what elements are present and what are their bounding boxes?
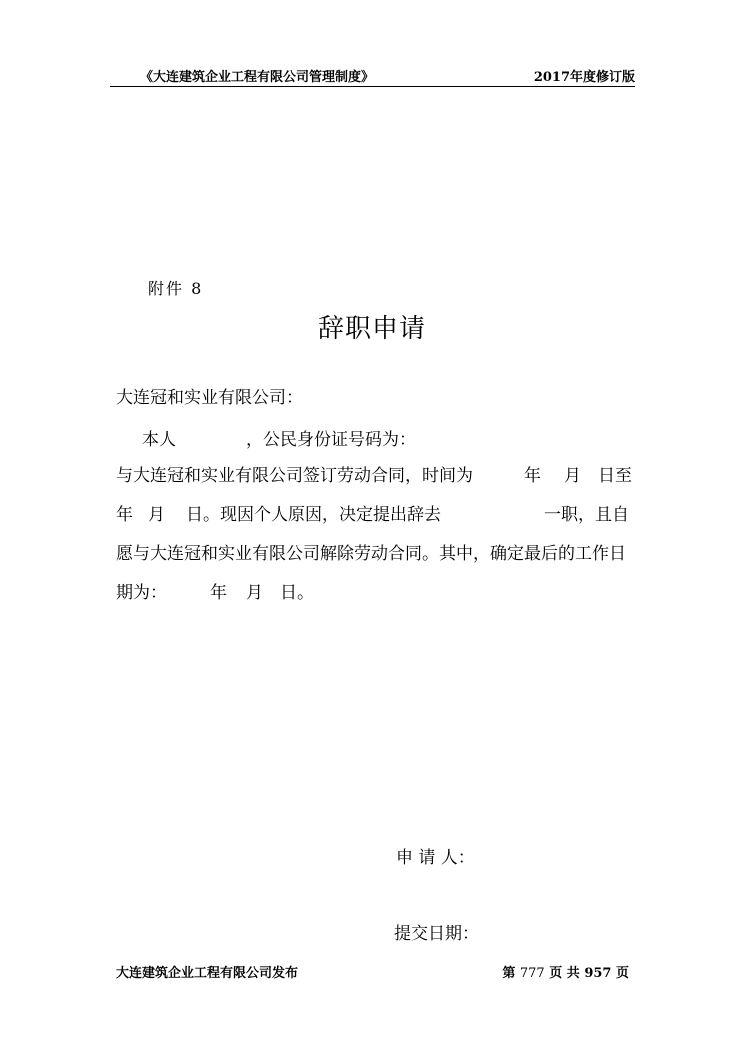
body-line2-day-to: 日至 [598,466,632,486]
body-line5-month: 月 [246,583,263,603]
footer-page-suffix: 页 [615,966,629,981]
header-divider [110,86,635,87]
header-document-series-title: 《大连建筑企业工程有限公司管理制度》 [140,70,375,85]
body-line3-year: 年 [116,505,133,525]
body-line2-text: 与大连冠和实业有限公司签订劳动合同，时间为 [116,466,473,486]
applicant-label: 申 请 人： [396,848,475,868]
body-line3-text: 日。现因个人原因，决定提出辞去 [186,505,441,525]
footer-publisher: 大连建筑企业工程有限公司发布 [116,966,299,981]
body-line1-suffix: ，公民身份证号码为： [246,430,416,450]
footer-page-total: 957 [584,966,612,981]
addressee: 大连冠和实业有限公司： [116,388,303,408]
footer-page-prefix: 第 [502,966,516,981]
attachment-label: 附件 8 [148,279,204,298]
body-line3-month: 月 [148,505,165,525]
submission-date-label: 提交日期： [394,924,479,944]
body-line5-day: 日。 [280,583,314,603]
footer-page-middle: 页 共 [549,966,580,981]
body-line1-prefix: 本人 [142,430,176,450]
footer-page-number [502,962,629,981]
footer-page-current: 777 [519,966,545,981]
body-line2-year: 年 [524,466,541,486]
body-line5-prefix: 期为： [116,583,167,603]
header-edition-label: 2017年度修订版 [533,70,635,85]
document-title: 辞职申请 [317,314,426,344]
body-line5-year: 年 [210,583,227,603]
body-line3-position: 一职，且自 [544,505,629,525]
body-line4-text: 愿与大连冠和实业有限公司解除劳动合同。其中，确定最后的工作日 [116,544,626,564]
body-line2-month: 月 [564,466,581,486]
